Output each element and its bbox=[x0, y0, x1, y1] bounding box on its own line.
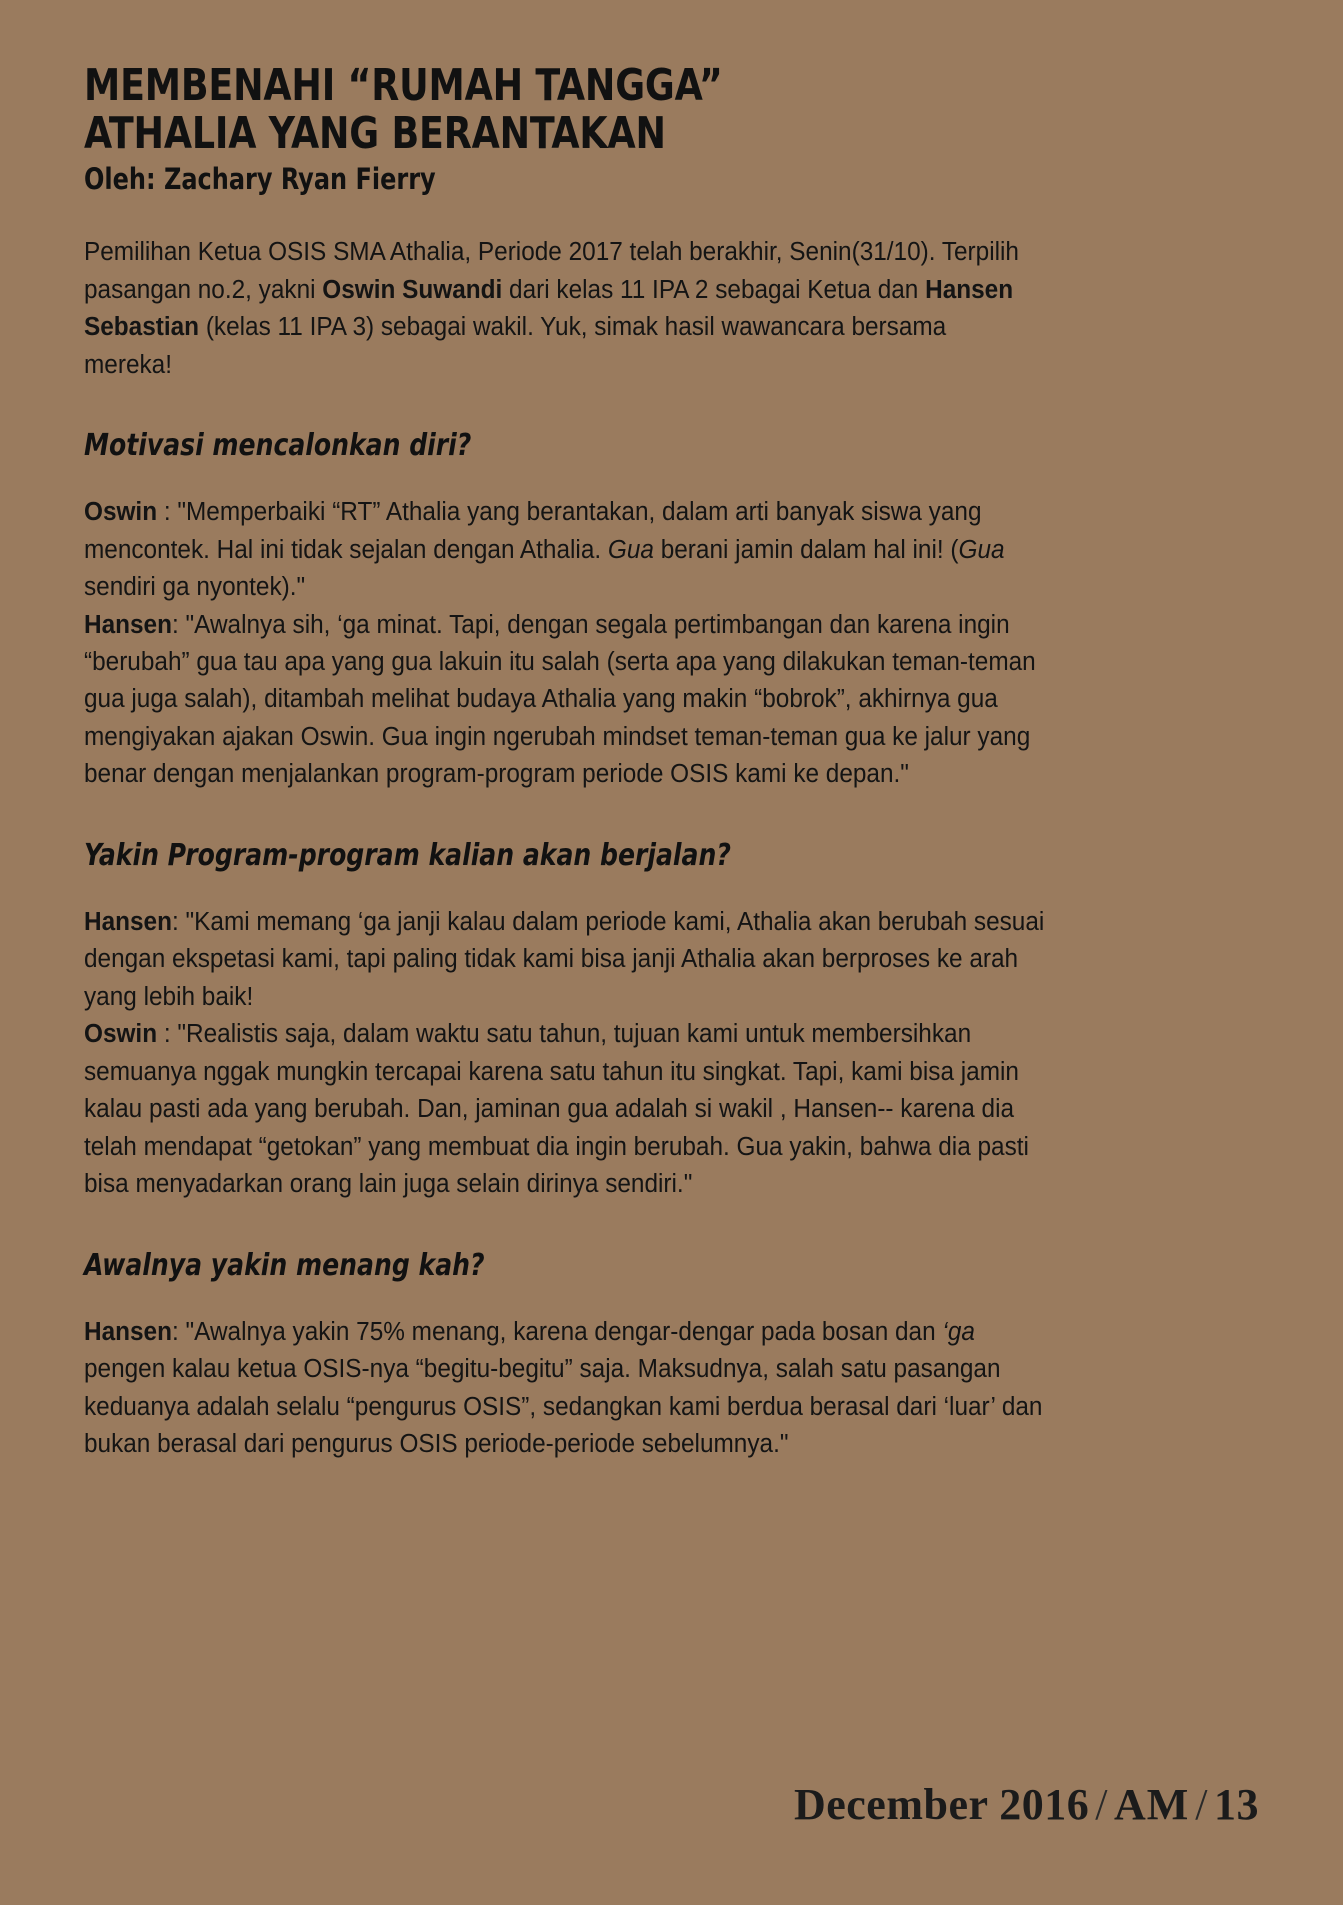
answer-paragraph bbox=[84, 607, 1049, 794]
answer-text: "Realistis saja, dalam waktu satu tahun, tujuan kami untuk membersihkan semuanya nggak mungkin tercapai karena satu tahun itu singkat. Tapi, kami bisa jamin kalau pasti ada yang berubah. Dan, jaminan gua adalah si wakil , Hansen-- karena dia telah mendapat “getokan” yang membuat dia ingin berubah. Gua yakin, bahwa dia pasti bisa menyadarkan orang lain juga selain dirinya sendiri." bbox=[84, 1020, 1029, 1199]
intro-paragraph bbox=[84, 234, 1039, 384]
answer-text: pengen kalau ketua OSIS-nya “begitu-begitu” saja. Maksudnya, salah satu pasangan keduanya adalah selalu “pengurus OSIS”, sedangkan kami berdua berasal dari ‘luar’ dan bukan berasal dari pengurus OSIS periode-periode sebelumnya." bbox=[84, 1355, 1043, 1459]
answer-text: sendiri ga nyontek)." bbox=[84, 573, 306, 602]
question-heading: Yakin Program-program kalian akan berjalan? bbox=[84, 837, 731, 873]
answer-text: "Awalnya sih, ‘ga minat. Tapi, dengan segala pertimbangan dan karena ingin “berubah” gua tau apa yang gua lakuin itu salah (serta apa yang dilakukan teman-teman gua juga salah), ditambah melihat budaya Athalia yang makin “bobrok”, akhirnya gua mengiyakan ajakan Oswin. Gua ingin ngerubah mindset teman-teman gua ke jalur yang benar dengan menjalankan program-program periode OSIS kami ke depan." bbox=[84, 610, 1036, 789]
answer-colon: : bbox=[171, 907, 186, 936]
page-title: MEMBENAHI “RUMAH TANGGA” ATHALIA YANG BERANTAKAN bbox=[84, 60, 723, 160]
intro-text-part-3: (kelas 11 IPA 3) sebagai wakil. Yuk, simak hasil wawancara bersama mereka! bbox=[84, 313, 947, 379]
footer-separator-1: / bbox=[1095, 1780, 1108, 1829]
answer-speaker-label: Hansen bbox=[84, 907, 172, 936]
answer-paragraph bbox=[84, 1314, 1049, 1464]
answer-text: berani jamin dalam hal ini! ( bbox=[653, 535, 959, 564]
author-byline: Oleh: Zachary Ryan Fierry bbox=[84, 161, 436, 196]
answer-text-italic: Gua bbox=[607, 535, 654, 564]
intro-name-oswin: Oswin Suwandi bbox=[322, 275, 503, 304]
question-heading: Awalnya yakin menang kah? bbox=[84, 1247, 485, 1283]
answer-block bbox=[84, 904, 1049, 1204]
intro-name-hansen: Hansen Sebastian bbox=[84, 275, 1014, 342]
answer-text: "Memperbaiki “RT” Athalia yang berantakan, dalam arti banyak siswa yang mencontek. Hal ini tidak sejalan dengan Athalia. bbox=[84, 498, 982, 564]
answer-speaker-label: Oswin bbox=[84, 1020, 158, 1049]
answer-speaker-label: Hansen bbox=[84, 1317, 172, 1346]
qa-sections bbox=[84, 428, 1259, 1464]
answer-text: "Awalnya yakin 75% menang, karena dengar-dengar pada bosan dan bbox=[185, 1317, 943, 1346]
footer-page-number: 13 bbox=[1214, 1780, 1259, 1829]
answer-block bbox=[84, 1314, 1049, 1464]
intro-text-part-2: dari kelas 11 IPA 2 sebagai Ketua dan bbox=[502, 275, 926, 304]
footer-magazine-name: AM bbox=[1113, 1780, 1190, 1829]
answer-text-italic: ‘ga bbox=[942, 1317, 975, 1346]
answer-paragraph bbox=[84, 904, 1049, 1016]
footer-date: December 2016 bbox=[793, 1780, 1090, 1829]
answer-colon: : bbox=[171, 1317, 186, 1346]
answer-speaker-label: Hansen bbox=[84, 610, 172, 639]
answer-paragraph bbox=[84, 1016, 1049, 1203]
answer-block bbox=[84, 494, 1049, 794]
answer-text: "Kami memang ‘ga janji kalau dalam periode kami, Athalia akan berubah sesuai dengan ekspetasi kami, tapi paling tidak kami bisa janji Athalia akan berproses ke arah yang lebih baik! bbox=[84, 907, 1045, 1011]
answer-text-italic: Gua bbox=[958, 535, 1005, 564]
answer-colon: : bbox=[157, 498, 178, 527]
answer-colon: : bbox=[171, 610, 186, 639]
footer-separator-2: / bbox=[1195, 1780, 1208, 1829]
page-footer bbox=[84, 1780, 1259, 1829]
intro-text-part-1: Pemilihan Ketua OSIS SMA Athalia, Periode 2017 telah berakhir, Senin(31/10). Terpilih pasangan no.2, yakni bbox=[84, 238, 1019, 304]
question-heading: Motivasi mencalonkan diri? bbox=[84, 428, 472, 464]
answer-paragraph bbox=[84, 494, 1049, 606]
answer-speaker-label: Oswin bbox=[84, 498, 158, 527]
answer-colon: : bbox=[157, 1020, 178, 1049]
